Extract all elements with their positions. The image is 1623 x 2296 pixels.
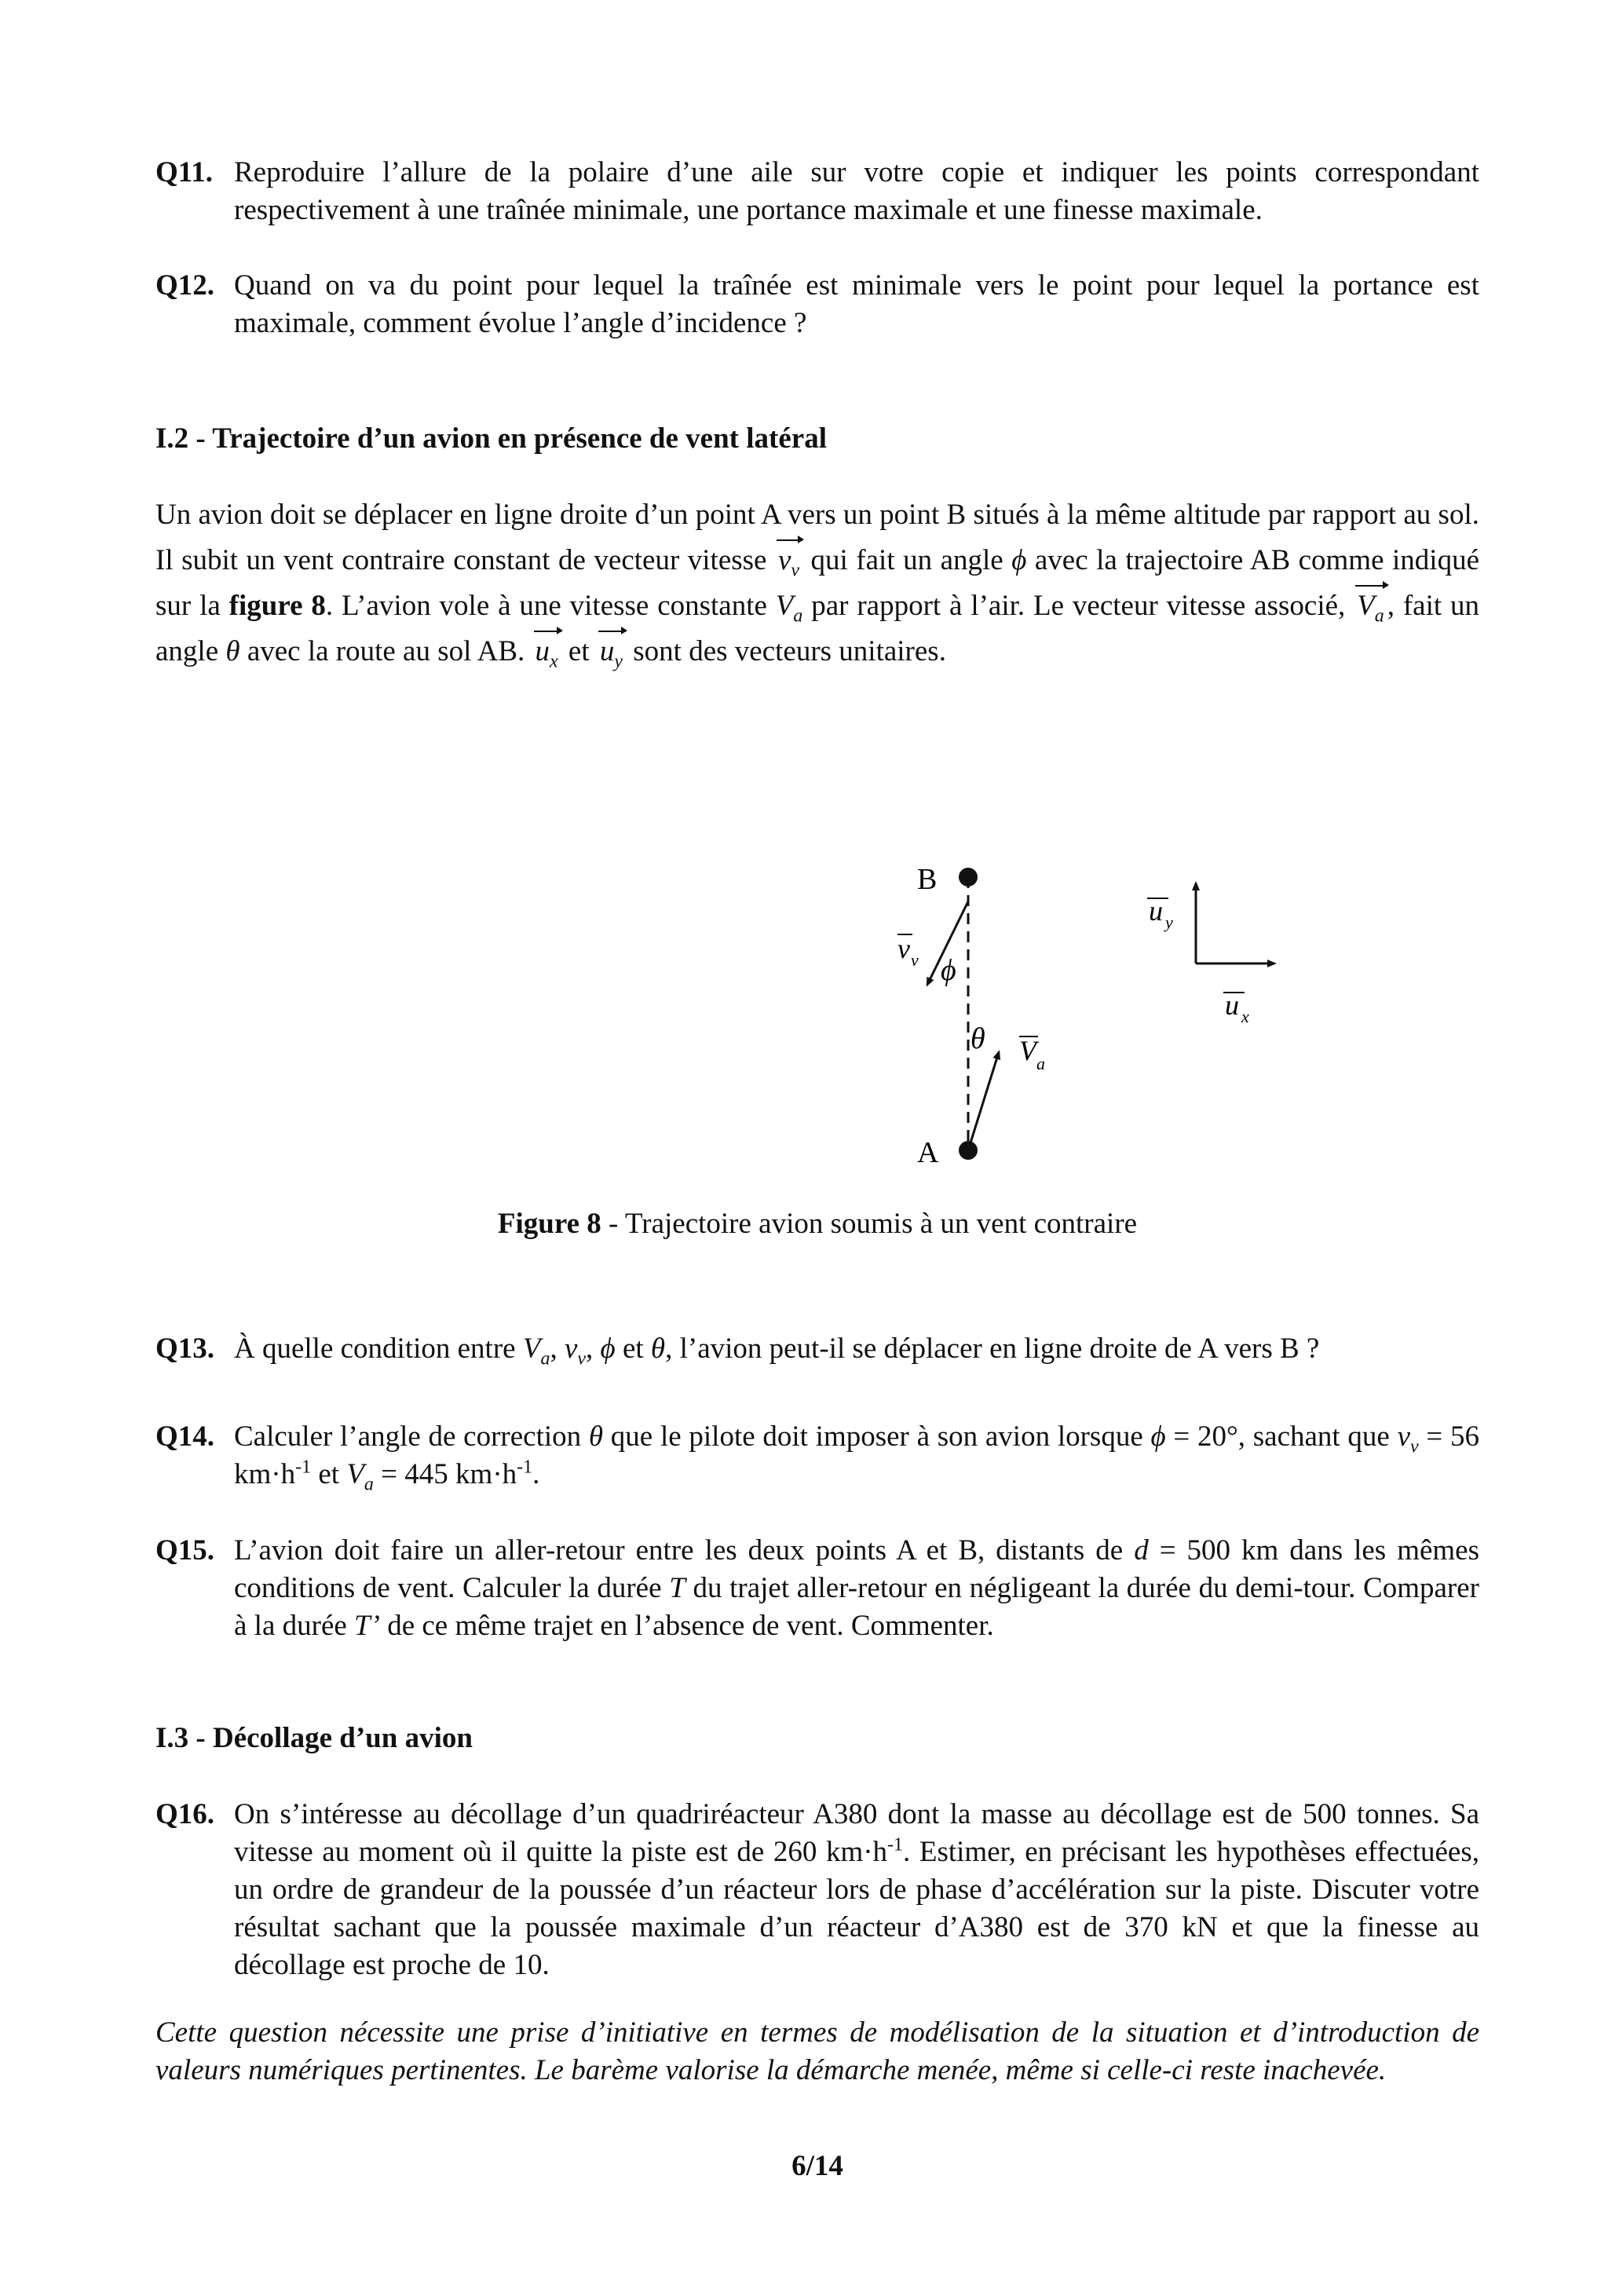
- question-number: Q11.: [155, 156, 213, 188]
- page-number: 6/14: [791, 2150, 843, 2182]
- label-vv-sub: v: [911, 950, 919, 970]
- point-b: [959, 868, 978, 887]
- question-number: Q13.: [155, 1333, 215, 1365]
- question-text: Reproduire l’allure de la polaire d’une aile sur votre copie et indiquer les points correspondant respectivement à une traînée minimale, une portance maximale et une finesse maximale.: [234, 156, 1479, 226]
- intro-paragraph: Un avion doit se déplacer en ligne droite d’un point A vers un point B situés à la même altitude par rapport au sol. Il subit un vent contraire constant de vecteur vitesse $v_v$ qui fait un angle ϕ avec la trajectoire AB comme indiqué sur la figure 8. L’avion vole à une vitesse constante $V_a$ par rapport à l’air. Le vecteur vitesse associé, $V_a$ , fait un angle θ avec la route au sol AB. $u_x$ et $u_y$ sont des vecteurs unitaires.: [155, 492, 1479, 675]
- label-b: B: [917, 863, 938, 896]
- vector-vv: $v_v$: [775, 538, 802, 583]
- label-uy: u: [1149, 895, 1163, 927]
- figure-caption: Figure 8 - Trajectoire avion soumis à un vent contraire: [497, 1208, 1138, 1240]
- initiative-note: Cette question nécessite une prise d’initiative en termes de modélisation de la situation et d’introduction de valeurs numériques pertinentes. Le barème valorise la démarche menée, même si celle-ci reste inachevée.: [155, 2016, 1479, 2086]
- section-heading-i3: I.3 - Décollage d’un avion: [155, 1722, 473, 1754]
- figure-8-diagram: [705, 848, 1333, 1178]
- airspeed-vector-arrow: [968, 1052, 999, 1150]
- question-number: Q12.: [155, 269, 215, 302]
- label-a: A: [917, 1136, 939, 1169]
- vector-ux: $u_x$: [532, 629, 561, 675]
- question-q15: [155, 1532, 1479, 1645]
- label-vv: v: [897, 933, 910, 964]
- vector-Va: $V_a$: [1354, 583, 1387, 629]
- label-ux-sub: x: [1241, 1007, 1249, 1026]
- question-text: Quand on va du point pour lequel la traînée est minimale vers le point pour lequel la portance est maximale, comment évolue l’angle d’incidence ?: [234, 269, 1479, 339]
- question-q12: [155, 267, 1479, 342]
- question-text: Calculer l’angle de correction θ que le pilote doit imposer à son avion lorsque ϕ = 20°, sachant que $v_v = 56$ $km\cdot h^{-1}$ et $V_a = 445$ $km\cdot h^{-1}$.: [234, 1420, 1480, 1495]
- document-page: [155, 0, 1479, 2296]
- label-theta: θ: [971, 1022, 985, 1055]
- question-q11: [155, 154, 1479, 229]
- question-number: Q16.: [155, 1798, 215, 1830]
- question-number: Q15.: [155, 1534, 215, 1567]
- vector-uy: $u_y$: [597, 629, 626, 675]
- label-Va: V: [1019, 1035, 1036, 1066]
- question-number: Q14.: [155, 1420, 215, 1453]
- figure-reference: figure 8: [228, 590, 326, 622]
- question-q16: [155, 1796, 1479, 1984]
- label-Va-sub: a: [1036, 1054, 1045, 1073]
- label-ux: u: [1225, 989, 1239, 1021]
- question-text: À quelle condition entre $V_a$, $v_v$, ϕ et θ, l’avion peut-il se déplacer en ligne droite de A vers B ?: [234, 1333, 1320, 1369]
- section-heading-i2: I.2 - Trajectoire d’un avion en présence de vent latéral: [155, 422, 827, 455]
- question-text: On s’intéresse au décollage d’un quadriréacteur A380 dont la masse au décollage est de 500 tonnes. Sa vitesse au moment où il quitte la piste est de 260 $km\cdot h^{-1}$. Estimer, en précisant les hypothèses effectuées, un ordre de grandeur de la poussée d’un réacteur lors de phase d’accélération sur la piste. Discuter votre résultat sachant que la poussée maximale d’un réacteur d’A380 est de 370 kN et que la finesse au décollage est proche de 10.: [234, 1798, 1479, 1981]
- question-text: L’avion doit faire un aller-retour entre les deux points A et B, distants de d = 500 km dans les mêmes conditions de vent. Calculer la durée T du trajet aller-retour en négligeant la durée du demi-tour. Comparer à la durée T’ de ce même trajet en l’absence de vent. Commenter.: [234, 1534, 1479, 1642]
- question-q14: [155, 1418, 1479, 1493]
- label-uy-sub: y: [1165, 912, 1173, 932]
- question-q13: [155, 1330, 1479, 1368]
- label-phi: ϕ: [941, 954, 956, 987]
